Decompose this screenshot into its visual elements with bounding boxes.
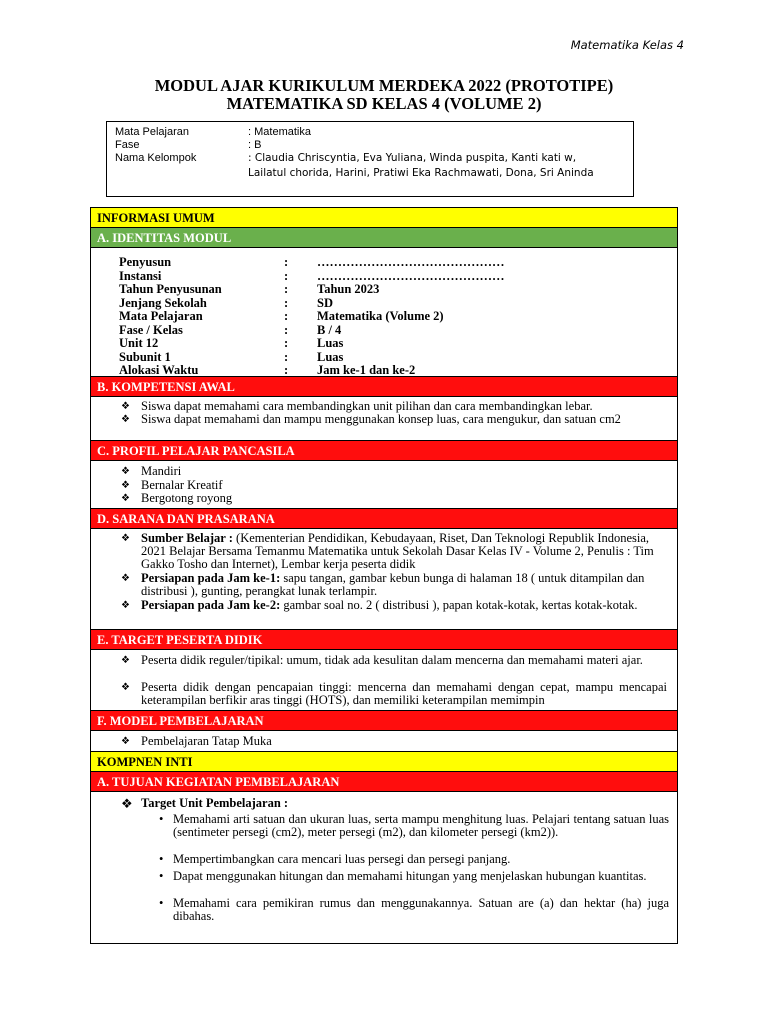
fase-value: : B bbox=[248, 139, 262, 151]
mapel-label: Mata Pelajaran bbox=[115, 126, 189, 138]
section-informasi-umum: INFORMASI UMUM bbox=[91, 208, 677, 228]
kelompok-value-line1: : Claudia Chriscyntia, Eva Yuliana, Winda puspita, Kanti kati w, bbox=[248, 152, 577, 164]
section-kompetensi-awal: B. KOMPETENSI AWAL bbox=[91, 377, 677, 397]
fase-label: Fase bbox=[115, 139, 140, 151]
kelompok-value-line2: Lailatul chorida, Harini, Pratiwi Eka Rachmawati, Dona, Sri Aninda bbox=[248, 167, 594, 179]
section-profil-pelajar: C. PROFIL PELAJAR PANCASILA bbox=[91, 441, 677, 461]
section-target-peserta: E. TARGET PESERTA DIDIK bbox=[91, 630, 677, 650]
section-tujuan-kegiatan: A. TUJUAN KEGIATAN PEMBELAJARAN bbox=[91, 772, 677, 792]
document-title: MODUL AJAR KURIKULUM MERDEKA 2022 (PROTOTIPE) bbox=[154, 76, 614, 95]
section-komponen-inti: KOMPNEN INTI bbox=[91, 752, 677, 772]
module-table: INFORMASI UMUM A. IDENTITAS MODUL Penyusun : ……………………………………… Instansi : ……………………………………… Tahun Penyusunan : Tahun 2023 Jenjang Sekolah : SD Mata Pelajaran : Matematika (Volume 2) Fase / Kelas : B / 4 Unit 12 : Luas Subunit 1 : Luas Alokasi Waktu : Jam ke-1 dan ke-2 B. KOMPETENSI AWAL ❖ Siswa dapat memahami cara membandingkan unit pilihan dan cara membandingkan lebar. ❖ Siswa dapat memahami dan mampu menggunakan konsep luas, cara mengukur, dan satuan cm2 C. PROFIL PELAJAR PANCASILA ❖ Mandiri ❖ Bernalar Kreatif ❖ Bergotong royong D. SARANA DAN PRASARANA ❖ Sumber Belajar : (Kementerian Pendidikan, Kebudayaan, Riset, Dan Teknologi Republik Indonesia, 2021 Belajar Bersama Temanmu Matematika untuk Sekolah Dasar Kelas IV - Volume 2, Penulis : Tim Gakko Tosho dan Internet), Lembar kerja peserta didik ❖ Persiapan pada Jam ke-1: sapu tangan, gambar kebun bunga di halaman 18 ( untuk ditampilan dan distribusi ), gunting, perangkat lunak terlampir. ❖ Persiapan pada Jam ke-2: gambar soal no. 2 ( distribusi ), papan kotak-kotak, kertas kotak-kotak. E. TARGET PESERTA DIDIK ❖ Peserta didik reguler/tipikal: umum, tidak ada kesulitan dalam mencerna dan memahami materi ajar. ❖ Peserta didik dengan pencapaian tinggi: mencerna dan memahami dengan cepat, mampu mencapai keterampilan berfikir aras tinggi (HOTS), dan memiliki keterampilan memimpin F. MODEL PEMBELAJARAN ❖ Pembelajaran Tatap Muka KOMPNEN INTI A. TUJUAN KEGIATAN PEMBELAJARAN ❖ Target Unit Pembelajaran : • Memahami arti satuan dan ukuran luas, serta mampu menghitung luas. Pelajari tentang satuan luas (sentimeter persegi (cm2), meter persegi (m2), dan kilometer persegi (km2)). • Mempertimbangkan cara mencari luas persegi dan persegi panjang. • Dapat menggunakan hitungan dan memahami hitungan yang menjelaskan hubungan kuantitas. • Memahami cara pemikiran rumus dan menggunakannya. Satuan are (a) dan hektar (ha) juga dibahas. bbox=[90, 207, 678, 944]
running-header: Matematika Kelas 4 bbox=[570, 38, 684, 52]
section-identitas-modul: A. IDENTITAS MODUL bbox=[91, 228, 677, 248]
section-sarana-prasarana: D. SARANA DAN PRASARANA bbox=[91, 509, 677, 529]
kelompok-label: Nama Kelompok bbox=[115, 152, 197, 164]
section-model-pembelajaran: F. MODEL PEMBELAJARAN bbox=[91, 711, 677, 731]
group-info-box bbox=[106, 121, 634, 197]
mapel-value: : Matematika bbox=[248, 126, 311, 138]
document-subtitle: MATEMATIKA SD KELAS 4 (VOLUME 2) bbox=[226, 94, 542, 113]
